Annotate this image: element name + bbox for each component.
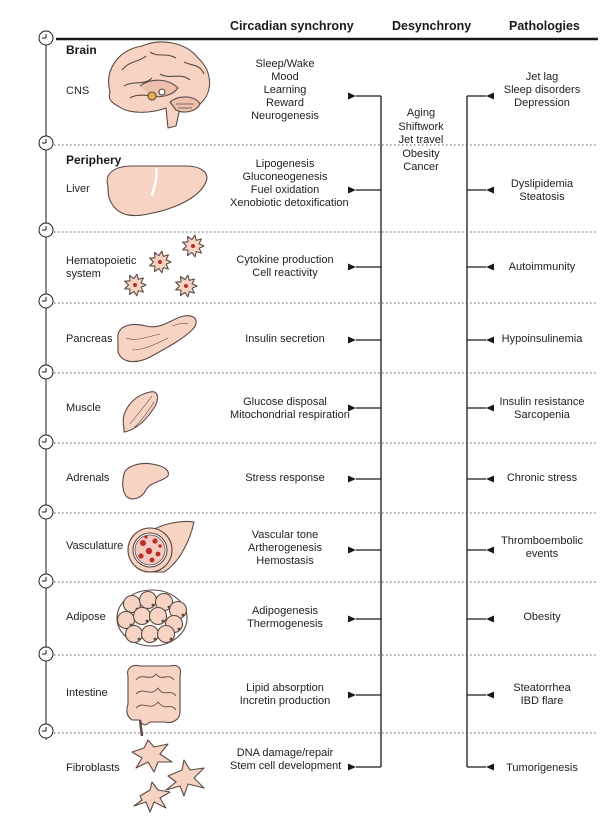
pathologies xyxy=(490,396,594,422)
circadian-functions xyxy=(230,396,350,422)
circadian-functions xyxy=(230,158,349,210)
row-separators xyxy=(54,145,596,733)
circadian-functions xyxy=(230,333,340,346)
tissue-label xyxy=(66,540,123,553)
tissue-label-line: Adrenals xyxy=(66,472,110,484)
tissue-label xyxy=(66,255,136,281)
fat-cell-nucleus xyxy=(146,620,149,623)
fat-cell-nucleus xyxy=(182,614,185,617)
pathologies xyxy=(490,71,594,110)
circadian-functions xyxy=(230,58,340,123)
blood-cell-nucleus xyxy=(184,284,188,288)
fat-cell-nucleus xyxy=(152,604,155,607)
blood-cell-nucleus xyxy=(158,260,162,264)
function-item: Sleep/Wake xyxy=(255,58,315,70)
tissue-label-line: Liver xyxy=(66,183,90,195)
function-item: Lipogenesis xyxy=(255,158,315,170)
pathology-item: Sleep disorders xyxy=(503,84,581,96)
function-item: Insulin secretion xyxy=(245,333,325,345)
clock-icon xyxy=(39,136,53,150)
factor-jet-travel: Jet travel xyxy=(398,134,444,147)
pathology-item: Thromboembolic xyxy=(501,535,583,547)
clock-icon xyxy=(39,31,53,45)
pathology-item: Jet lag xyxy=(525,71,559,83)
circadian-functions xyxy=(230,605,340,631)
tissue-label-line: CNS xyxy=(66,85,90,97)
function-item: Gluconeogenesis xyxy=(242,171,328,183)
pathologies xyxy=(490,535,594,561)
fat-cell-nucleus xyxy=(138,638,141,641)
pathology-item: Steatosis xyxy=(519,191,565,203)
pathology-item: Chronic stress xyxy=(506,472,578,484)
tissue-label-line: Pancreas xyxy=(66,333,113,345)
tissue-label xyxy=(66,402,101,415)
tissue-label-line: system xyxy=(66,268,101,280)
clock-icon xyxy=(39,223,53,237)
clock-icon xyxy=(39,294,53,308)
factor-shiftwork: Shiftwork xyxy=(398,120,444,133)
adrenal-icon xyxy=(123,463,169,498)
factor-aging: Aging xyxy=(406,107,436,119)
factor-cancer: Cancer xyxy=(403,161,439,174)
pathology-item: Sarcopenia xyxy=(514,409,570,421)
tissue-label xyxy=(66,611,106,624)
pathologies xyxy=(490,261,594,274)
blood-vessel-icon xyxy=(128,521,194,572)
function-item: Learning xyxy=(263,84,307,96)
tissue-label xyxy=(66,687,108,700)
function-item: Mitochondrial respiration xyxy=(230,409,350,421)
header-pathologies: Pathologies xyxy=(509,19,580,33)
pathologies xyxy=(490,682,594,708)
function-item: Hemostasis xyxy=(256,555,314,567)
pathology-item: Steatorrhea xyxy=(513,682,571,694)
tissue-label xyxy=(66,333,112,346)
blood-cell-nucleus xyxy=(133,283,137,287)
pathologies xyxy=(490,472,594,485)
function-item: DNA damage/repair xyxy=(236,747,334,759)
clock-icon xyxy=(39,505,53,519)
pathologies xyxy=(490,178,594,204)
fat-cell-nucleus xyxy=(154,638,157,641)
clock-icon xyxy=(39,365,53,379)
tissue-label-line: Vasculature xyxy=(66,540,124,552)
clock-icon xyxy=(39,435,53,449)
clock-icon xyxy=(39,724,53,738)
function-item: Incretin production xyxy=(239,695,331,707)
blood-cells-icon xyxy=(125,235,204,297)
fibroblast-icon xyxy=(132,740,204,812)
fat-cell-nucleus xyxy=(162,620,165,623)
circadian-functions xyxy=(230,254,340,280)
function-item: Artherogenesis xyxy=(248,542,322,554)
tissue-label xyxy=(66,183,90,196)
function-item: Stress response xyxy=(245,472,325,484)
pathology-item: Hypoinsulinemia xyxy=(501,333,583,345)
pathology-item: IBD flare xyxy=(520,695,564,707)
tissue-label xyxy=(66,85,89,98)
pathology-item: Tumorigenesis xyxy=(506,762,578,774)
tissue-label-line: Hematopoietic xyxy=(66,255,137,267)
circadian-functions xyxy=(230,747,340,773)
circadian-functions xyxy=(230,472,340,485)
section-brain: Brain xyxy=(66,43,97,57)
clock-icon xyxy=(39,574,53,588)
clock-icon xyxy=(39,647,53,661)
function-item: Cytokine production xyxy=(236,254,334,266)
function-item: Xenobiotic detoxification xyxy=(230,197,349,209)
function-item: Fuel oxidation xyxy=(250,184,320,196)
function-item: Vascular tone xyxy=(251,529,319,541)
tissue-label-line: Intestine xyxy=(66,687,108,699)
fat-cell-nucleus xyxy=(178,628,181,631)
section-periphery: Periphery xyxy=(66,153,122,167)
function-item: Neurogenesis xyxy=(251,110,319,122)
desynchrony-factors xyxy=(382,107,460,175)
function-item: Glucose disposal xyxy=(243,396,327,408)
liver-icon xyxy=(107,166,207,216)
pathology-item: events xyxy=(525,548,559,560)
function-item: Stem cell development xyxy=(230,760,342,772)
circadian-functions xyxy=(230,682,340,708)
circadian-bracket xyxy=(356,96,381,767)
pancreas-icon xyxy=(118,316,196,362)
pathology-item: Dyslipidemia xyxy=(510,178,574,190)
pathology-item: Depression xyxy=(514,97,570,109)
function-item: Cell reactivity xyxy=(252,267,318,279)
pathology-bracket xyxy=(467,96,486,767)
pathology-item: Insulin resistance xyxy=(499,396,585,408)
pathologies xyxy=(490,611,594,624)
tissue-label-line: Muscle xyxy=(66,402,101,414)
circadian-functions xyxy=(230,529,340,568)
intestine-icon xyxy=(127,665,181,736)
tissue-label xyxy=(66,472,109,485)
pathology-item: Autoimmunity xyxy=(508,261,576,273)
header-desynchrony: Desynchrony xyxy=(392,19,472,33)
muscle-icon xyxy=(123,392,157,432)
function-item: Lipid absorption xyxy=(246,682,324,694)
factor-obesity: Obesity xyxy=(402,147,440,160)
function-item: Reward xyxy=(266,97,304,109)
adipose-cells-icon xyxy=(117,590,187,646)
tissue-label-line: Adipose xyxy=(66,611,106,623)
blood-cell-nucleus xyxy=(191,244,195,248)
tissue-label-line: Fibroblasts xyxy=(66,762,120,774)
function-item: Thermogenesis xyxy=(247,618,323,630)
pathologies xyxy=(490,762,594,775)
fat-cell-nucleus xyxy=(170,638,173,641)
tissue-label xyxy=(66,762,120,775)
pathology-item: Obesity xyxy=(523,611,561,623)
pathologies xyxy=(490,333,594,346)
function-item: Adipogenesis xyxy=(251,605,319,617)
brain-icon xyxy=(109,42,210,128)
function-item: Mood xyxy=(271,71,299,83)
header-circadian-synchrony: Circadian synchrony xyxy=(230,19,354,33)
